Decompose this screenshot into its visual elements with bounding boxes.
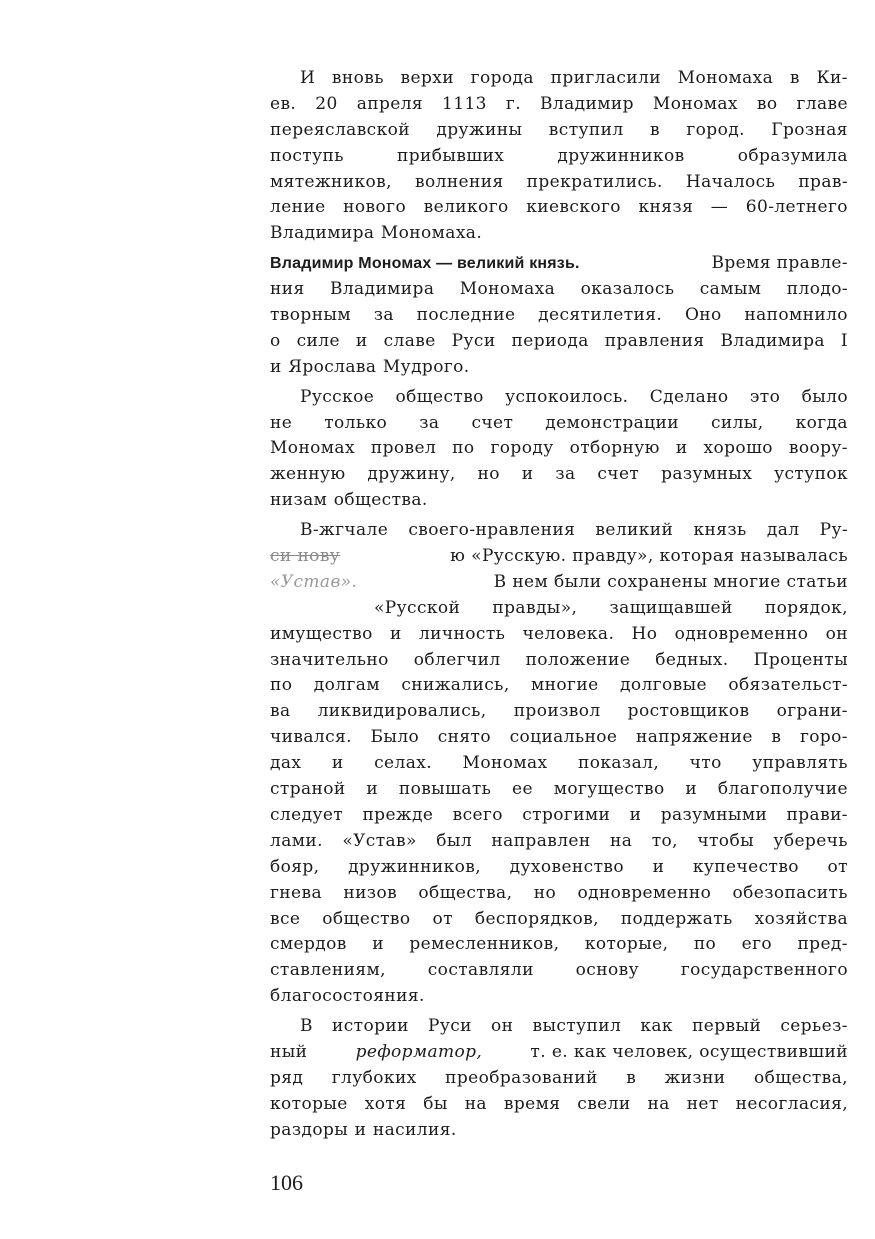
- text-line: страной и повышать ее могущество и благополучие: [270, 779, 848, 800]
- text-line: ва ликвидировались, произвол ростовщиков ограни-: [270, 701, 848, 722]
- text-line: творным за последние десятилетия. Оно напомнило: [270, 305, 848, 326]
- text-line: чивался. Было снято социальное напряжение в горо-: [270, 727, 848, 748]
- text-line: благосостояния.: [270, 986, 425, 1007]
- text-line: все общество от беспорядков, поддержать хозяйства: [270, 908, 848, 929]
- text-line: значительно облегчил положение бедных. Проценты: [270, 649, 848, 670]
- text-line: Мономах провел по городу отборную и хорошо воору-: [270, 438, 848, 459]
- text-line: дах и селах. Мономах показал, что управлять: [270, 753, 848, 774]
- page-number: 106: [270, 1170, 303, 1195]
- text-line: ряд глубоких преобразований в жизни общества,: [270, 1067, 848, 1088]
- text-line: Владимира Мономаха.: [270, 223, 483, 244]
- text-line: гнева низов общества, но одновременно обезопасить: [270, 882, 848, 903]
- text-line: ев. 20 апреля 1113 г. Владимир Мономах во главе: [270, 93, 848, 114]
- text-line: мятежников, волнения прекратились. Началось прав-: [270, 171, 848, 192]
- text-fragment: В нем были сохранены многие статьи: [493, 571, 848, 592]
- text-line: следует прежде всего строгими и разумными прави-: [270, 804, 848, 825]
- text-line: [270, 544, 848, 570]
- text-line: по долгам снижались, многие долговые обязательст-: [270, 675, 848, 696]
- text-line: низам общества.: [270, 490, 428, 511]
- paragraph-grand-prince: [270, 251, 848, 380]
- text-line: не только за счет демонстрации силы, когда: [270, 412, 848, 433]
- text-line: ставлениям, составляли основу государственного: [270, 960, 848, 981]
- faded-text: си нову: [270, 546, 341, 567]
- text-line: В-жгчале своего-нравления великий князь дал Ру-: [300, 520, 848, 541]
- text-line: переяславской дружины вступил в город. Грозная: [270, 119, 848, 140]
- text-line: которые хотя бы на время свели на нет несогласия,: [270, 1093, 848, 1114]
- page-text: [270, 66, 848, 1144]
- text-line: ния Владимира Мономаха оказалось самым плодо-: [270, 279, 848, 300]
- paragraph-return-to-kiev: [270, 66, 848, 247]
- text-line: «Русской правды», защищавшей порядок,: [374, 597, 848, 618]
- text-line: [270, 570, 848, 596]
- text-line: поступь прибывших дружинников образумила: [270, 145, 848, 166]
- text-fragment: Время правле-: [711, 253, 848, 274]
- text-line: о силе и славе Руси периода правления Владимира I: [270, 330, 848, 351]
- text-fragment: ю «Русскую. правду», которая называлась: [450, 546, 848, 567]
- text-line: ление нового великого киевского князя — 60-летнего: [270, 197, 848, 218]
- italic-term: реформатор,: [355, 1041, 483, 1062]
- paragraph-ustav: [270, 518, 848, 1010]
- text-line: [270, 1040, 848, 1066]
- text-line: раздоры и насилия.: [270, 1119, 457, 1140]
- faded-text: «Устав».: [270, 571, 358, 592]
- text-line: И вновь верхи города пригласили Мономаха в Ки-: [300, 68, 848, 88]
- text-line: имущество и личность человека. Но одновременно он: [270, 623, 848, 644]
- paragraph-society-calmed: [270, 385, 848, 514]
- paragraph-reformer: [270, 1014, 848, 1143]
- text-line: лами. «Устав» был направлен на то, чтобы уберечь: [270, 830, 848, 851]
- text-line: В истории Руси он выступил как первый серьез-: [300, 1016, 848, 1037]
- text-fragment: ный: [270, 1041, 308, 1062]
- text-line: Русское общество успокоилось. Сделано это было: [300, 386, 848, 407]
- text-line: и Ярослава Мудрого.: [270, 356, 470, 377]
- text-fragment: т. е. как человек, осуществивший: [530, 1041, 848, 1062]
- text-line: бояр, дружинников, духовенство и купечество от: [270, 856, 848, 877]
- text-line: [270, 251, 848, 277]
- section-heading: Владимир Мономах — великий князь.: [270, 255, 580, 273]
- text-line: смердов и ремесленников, которые, по его пред-: [270, 934, 848, 955]
- text-line: женную дружину, но и за счет разумных уступок: [270, 464, 848, 485]
